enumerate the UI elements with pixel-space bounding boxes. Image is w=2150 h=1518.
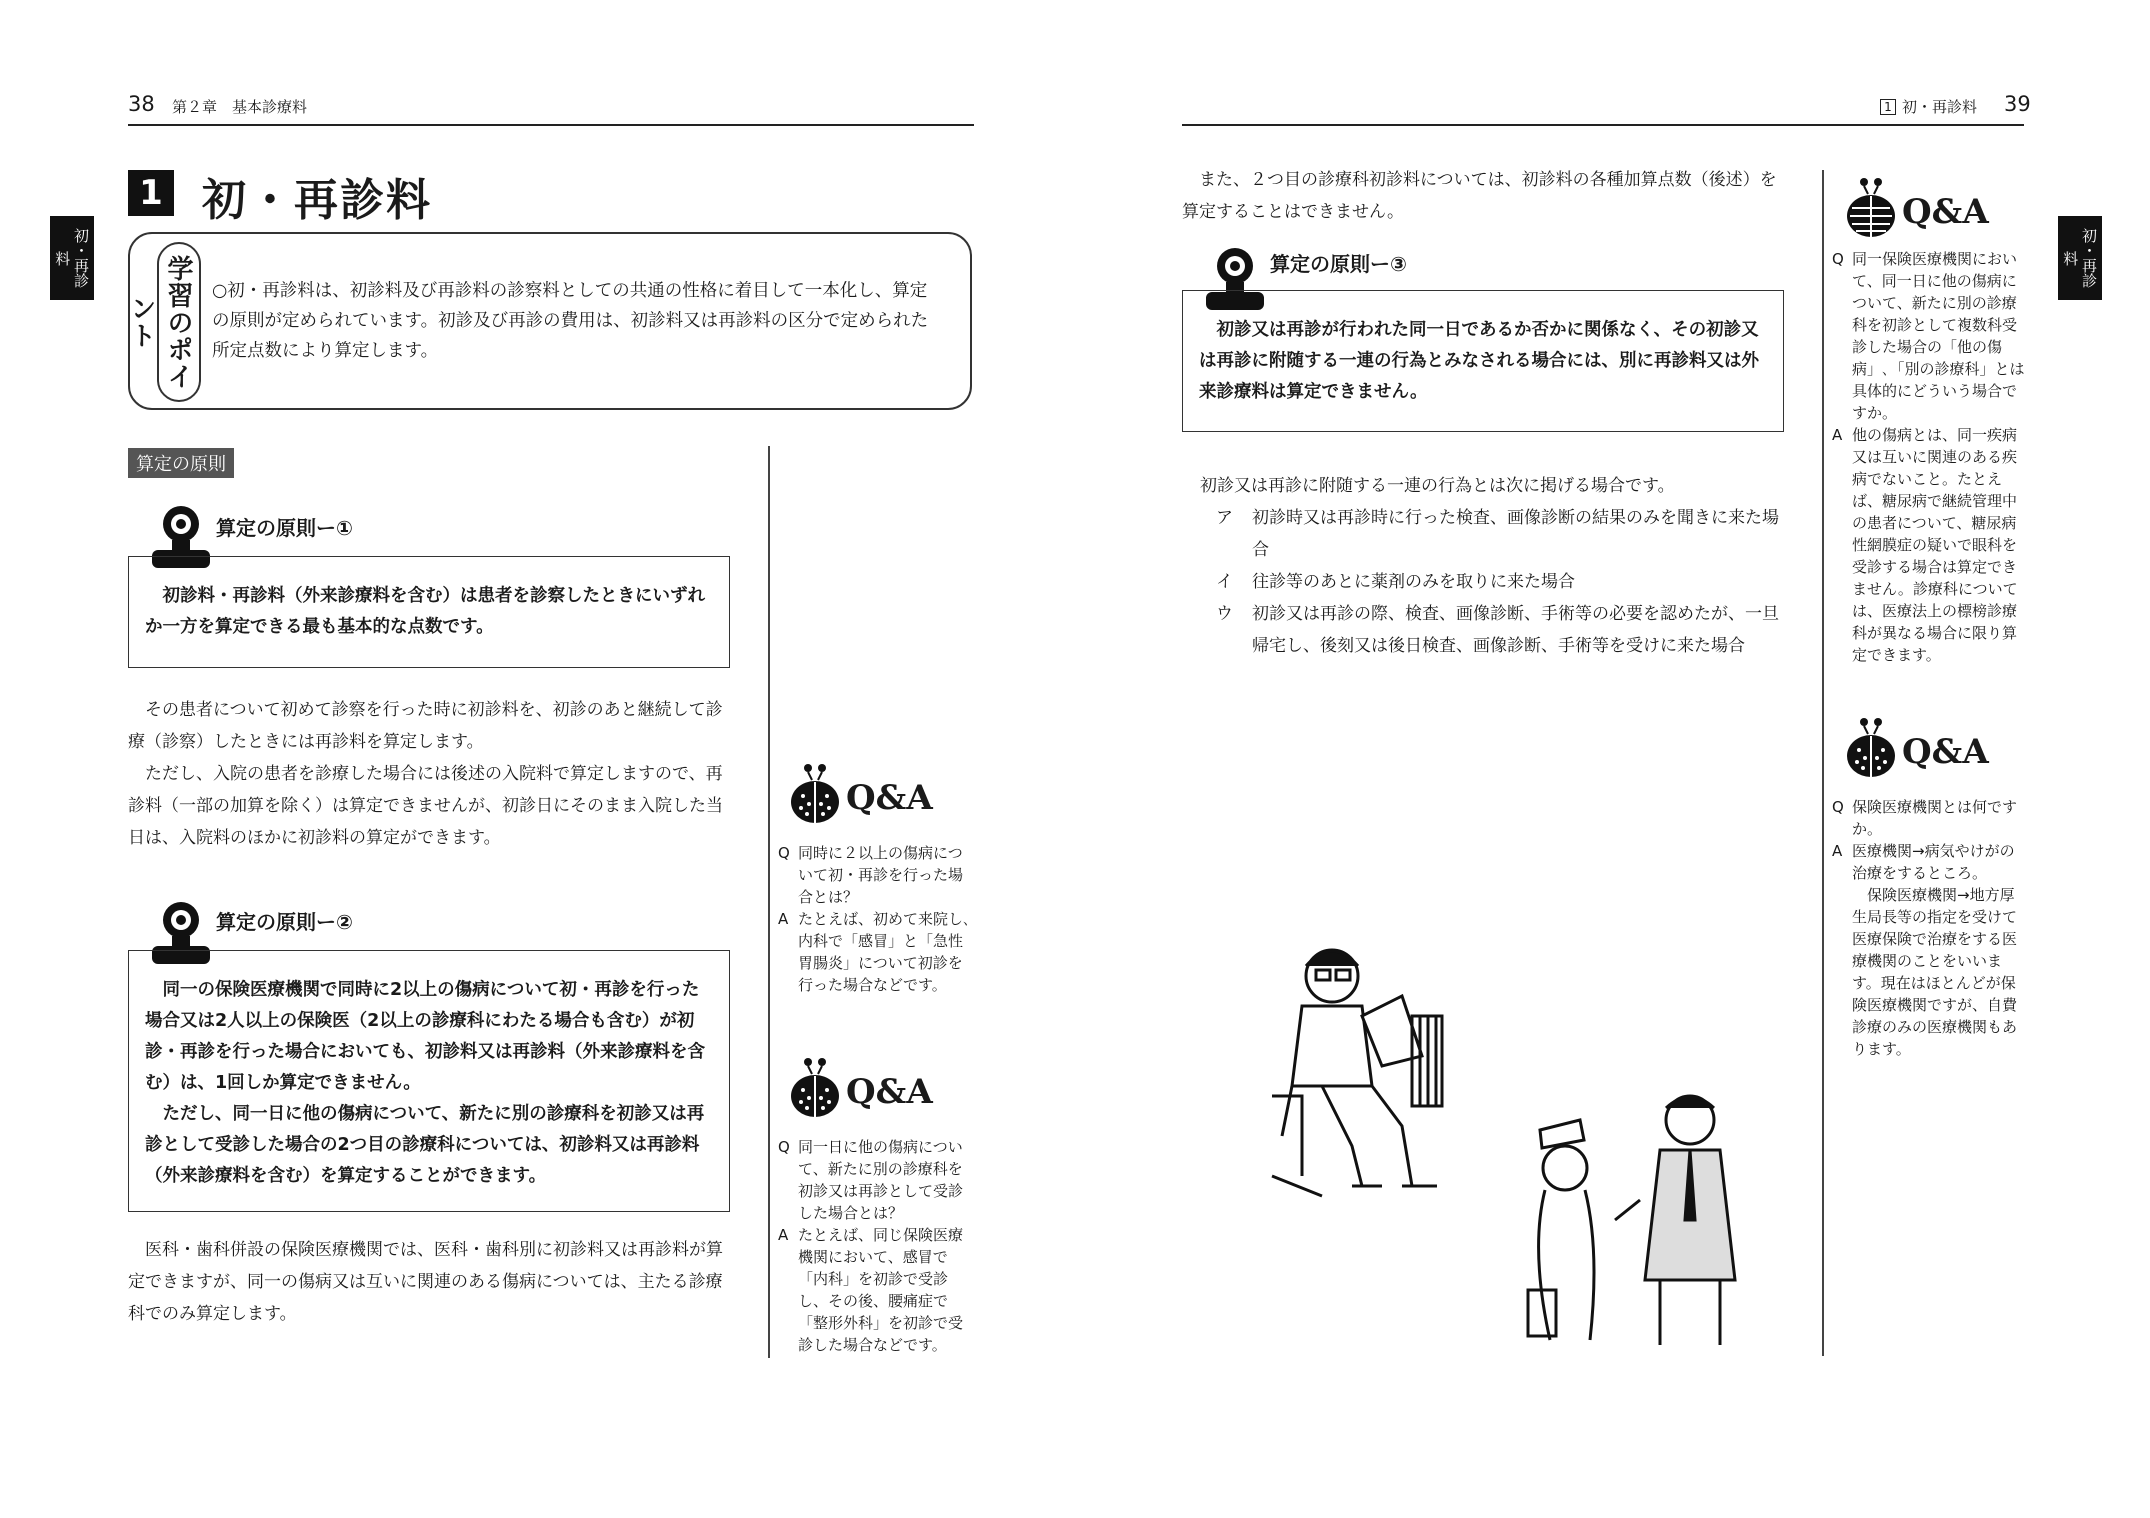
qa1-logo-text: Q&A bbox=[846, 778, 933, 818]
qa1-question: 同時に２以上の傷病について初・再診を行った場合とは？ bbox=[798, 844, 964, 906]
rule1-box: 初診料・再診料（外来診療料を含む）は患者を診察したときにいずれか一方を算定できる最も基本的な点数です。 bbox=[128, 556, 730, 668]
qa4-logo-text: Q&A bbox=[1902, 732, 1989, 772]
qa3-answer: 他の傷病とは、同一疾病又は互いに関連のある疾病でないこと。たとえば、糖尿病で継続管理中の患者について、糖尿病性網膜症の疑いで眼科を受診する場合は算定できません。診療科については、医療法上の標榜診療科が異なる場合に限り算定できます。 bbox=[1852, 426, 2018, 664]
right-column-divider bbox=[1822, 170, 1824, 1356]
qa2-logo bbox=[788, 1056, 933, 1118]
qa1-logo bbox=[788, 762, 933, 824]
left-column-divider bbox=[768, 446, 770, 1358]
qa3-text: Q 同一保険医療機関において、同一日に他の傷病について、新たに別の診療科を初診として複数科受診した場合の「他の傷病」､「別の診療科」とは具体的にどういう場合ですか。 A 他の傷病とは、同一疾病又は互いに関連のある疾病でないこと。たとえば、糖尿病で継続管理中の患者について、糖尿病性網膜症の疑いで眼科を受診する場合は算定できません。診療科については、医療法上の標榜診療科が異なる場合に限り算定できます。 bbox=[1832, 250, 2025, 664]
list-item-marker: イ bbox=[1216, 572, 1233, 592]
learning-point-label: 学習のポイント bbox=[157, 242, 201, 402]
qa2-logo-text: Q&A bbox=[846, 1072, 933, 1112]
right-top-paragraph: また、２つ目の診療科初診料については、初診料の各種加算点数（後述）を算定することはできません。 bbox=[1182, 170, 1777, 222]
paragraph-1: その患者について初めて診察を行った時に初診料を、初診のあと継続して診療（診察）したときには再診料を算定します。 bbox=[128, 700, 723, 752]
list-item-text: 往診等のあとに薬剤のみを取りに来た場合 bbox=[1252, 572, 1575, 592]
qa2-question: 同一日に他の傷病について、新たに別の診療科を初診又は再診として受診した場合とは？ bbox=[798, 1138, 964, 1222]
section-number: 1 bbox=[128, 170, 174, 216]
qa4-answer-2: 保険医療機関→地方厚生局長等の指定を受けて医療保険で治療をする医療機関のことをいいます。現在はほとんどが保険医療機関ですが、自費診療のみの医療機関もあります。 bbox=[1852, 886, 2018, 1058]
attached-acts-list bbox=[1216, 502, 1790, 662]
list-intro: 初診又は再診に附随する一連の行為とは次に掲げる場合です。 bbox=[1200, 476, 1675, 496]
left-page-number: 38 bbox=[128, 92, 155, 116]
paragraph-2: ただし、入院の患者を診療した場合には後述の入院料で算定しますので、再診料（一部の加算を除く）は算定できませんが、初診日にそのまま入院した当日は、入院料のほかに初診料の算定ができます。 bbox=[128, 764, 723, 848]
left-body-paragraphs bbox=[128, 694, 732, 854]
qa1-answer: たとえば、初めて来院し､内科で「感冒」と「急性胃腸炎」について初診を行った場合などです。 bbox=[798, 910, 971, 994]
qa4-answer-1: 医療機関→病気やけがの治療をするところ。 bbox=[1852, 842, 2015, 882]
right-side-tab: 初・再診料 bbox=[2058, 216, 2102, 300]
left-header-rule bbox=[128, 124, 974, 126]
list-item-text: 初診時又は再診時に行った検査、画像診断の結果のみを聞きに来た場合 bbox=[1252, 508, 1779, 560]
right-header bbox=[1880, 96, 1977, 117]
ladybug-icon bbox=[1844, 716, 1898, 778]
list-item-marker: ウ bbox=[1216, 604, 1233, 624]
rule3-box: 初診又は再診が行われた同一日であるか否かに関係なく、その初診又は再診に附随する一連の行為とみなされる場合には、別に再診料又は外来診療料は算定できません。 bbox=[1182, 290, 1784, 432]
left-chapter-header: 第２章 基本診療料 bbox=[172, 98, 308, 116]
ladybug-icon bbox=[1844, 176, 1898, 238]
qa3-question: 同一保険医療機関において、同一日に他の傷病について、新たに別の診療科を初診として複数科受診した場合の「他の傷病」､「別の診療科」とは具体的にどういう場合ですか。 bbox=[1852, 250, 2025, 422]
qa2-text: Q 同一日に他の傷病について、新たに別の診療科を初診又は再診として受診した場合とは？ A たとえば、同じ保険医療機関において、感冒で「内科」を初診で受診し、その後、腰痛症で「整形外科」を初診で受診した場合などです。 bbox=[778, 1136, 974, 1356]
paragraph-3: 医科・歯科併設の保険医療機関では、医科・歯科別に初診料又は再診料が算定できますが、同一の傷病又は互いに関連のある傷病については、主たる診療科でのみ算定します。 bbox=[128, 1240, 723, 1324]
left-side-tab: 初・再診料 bbox=[50, 216, 94, 300]
list-item-text: 初診又は再診の際、検査、画像診断、手術等の必要を認めたが、一旦帰宅し、後刻又は後日検査、画像診断、手術等を受けに来た場合 bbox=[1252, 604, 1779, 656]
qa4-question: 保険医療機関とは何ですか。 bbox=[1852, 798, 2018, 838]
right-header-num: 1 bbox=[1880, 99, 1896, 115]
doctor-illustration bbox=[1262, 936, 1452, 1206]
learning-point-text: ○初・再診料は、初診料及び再診料の診察料としての共通の性格に着目して一本化し、算定の原則が定められています。初診及び再診の費用は、初診料又は再診料の区分で定められた所定点数により算定します。 bbox=[212, 281, 929, 361]
ladybug-icon bbox=[788, 762, 842, 824]
qa4-text: Q 保険医療機関とは何ですか。 A 医療機関→病気やけがの治療をするところ。 保険医療機関→地方厚生局長等の指定を受けて医療保険で治療をする医療機関のことをいいます。現在はほとんどが保険医療機関ですが、自費診療のみの医療機関もあります。 bbox=[1832, 796, 2026, 1060]
qa1-text: Q 同時に２以上の傷病について初・再診を行った場合とは？ A たとえば、初めて来院し､内科で「感冒」と「急性胃腸炎」について初診を行った場合などです。 bbox=[778, 842, 974, 996]
section-title: 初・再診料 bbox=[202, 175, 432, 226]
ladybug-icon bbox=[788, 1056, 842, 1118]
rule1-title: 算定の原則ー① bbox=[216, 516, 353, 540]
rule2-title: 算定の原則ー② bbox=[216, 910, 353, 934]
list-item bbox=[1216, 566, 1790, 598]
qa3-logo bbox=[1844, 176, 1989, 238]
rule2-box bbox=[128, 950, 730, 1212]
right-page-number: 39 bbox=[2004, 92, 2031, 116]
list-item bbox=[1216, 502, 1790, 566]
nurse-doctor-illustration bbox=[1520, 1090, 1760, 1350]
qa2-answer: たとえば、同じ保険医療機関において、感冒で「内科」を初診で受診し、その後、腰痛症で「整形外科」を初診で受診した場合などです。 bbox=[798, 1226, 964, 1354]
list-item bbox=[1216, 598, 1790, 662]
rule2-text-2: ただし、同一日に他の傷病について、新たに別の診療科を初診又は再診として受診した場合の2つ目の診療科については、初診料又は再診料（外来診療料を含む）を算定することができます。 bbox=[145, 1104, 705, 1186]
qa3-logo-text: Q&A bbox=[1902, 192, 1989, 232]
right-header-title: 初・再診料 bbox=[1902, 98, 1978, 116]
rule2-text-1: 同一の保険医療機関で同時に2以上の傷病について初・再診を行った場合又は2人以上の保険医（2以上の診療科にわたる場合も含む）が初診・再診を行った場合においても、初診料又は再診料（外来診療料を含む）は、1回しか算定できません。 bbox=[145, 980, 705, 1093]
rule3-title: 算定の原則ー③ bbox=[1270, 252, 1407, 276]
list-item-marker: ア bbox=[1216, 508, 1233, 528]
qa4-logo bbox=[1844, 716, 1989, 778]
right-header-rule bbox=[1182, 124, 2024, 126]
principles-label: 算定の原則 bbox=[128, 448, 234, 478]
